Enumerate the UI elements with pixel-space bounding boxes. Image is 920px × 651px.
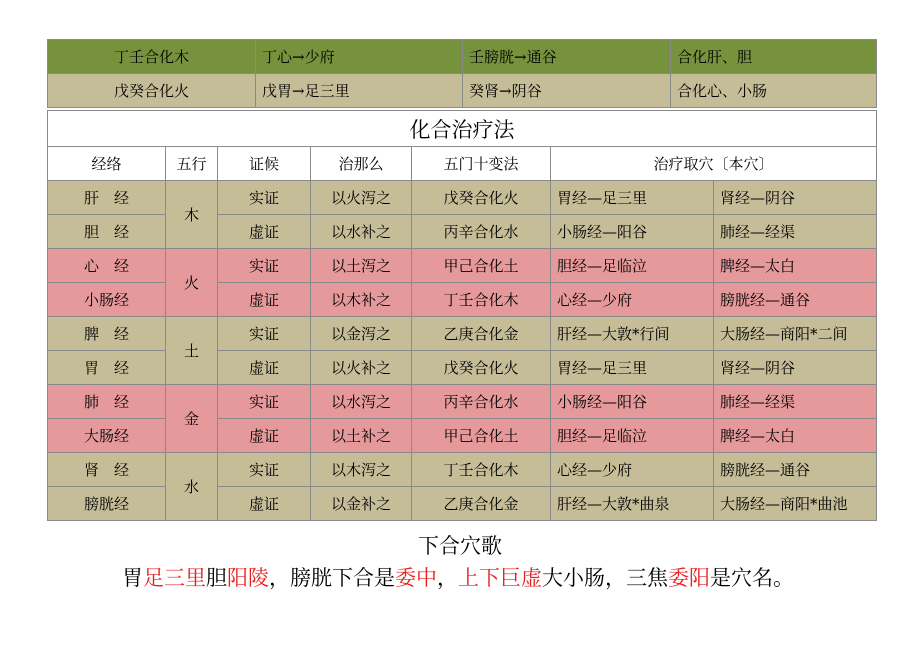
- five-gates-cell: 戊癸合化火: [412, 351, 551, 385]
- channel-cell: 小肠经: [48, 283, 166, 317]
- five-gates-cell: 乙庚合化金: [412, 317, 551, 351]
- point-cell: 肾经—阴谷: [714, 351, 877, 385]
- pattern-cell: 实证: [218, 249, 311, 283]
- point-cell: 肺经—经渠: [714, 385, 877, 419]
- header-channel: 经络: [48, 147, 166, 181]
- pattern-cell: 实证: [218, 385, 311, 419]
- point-cell: 肝经—大敦*行间: [551, 317, 714, 351]
- five-gates-cell: 乙庚合化金: [412, 487, 551, 521]
- summary-cell: 戊癸合化火: [48, 74, 256, 108]
- method-cell: 以金补之: [311, 487, 412, 521]
- point-cell: 心经—少府: [551, 453, 714, 487]
- verse-text: ，: [437, 566, 458, 590]
- point-cell: 胆经—足临泣: [551, 249, 714, 283]
- channel-cell: 肾 经: [48, 453, 166, 487]
- header-pattern: 证候: [218, 147, 311, 181]
- header-row: [48, 147, 877, 181]
- table-row: [48, 249, 877, 283]
- channel-cell: 胆 经: [48, 215, 166, 249]
- point-cell: 胃经—足三里: [551, 351, 714, 385]
- pattern-cell: 虚证: [218, 283, 311, 317]
- header-five-gates: 五门十变法: [412, 147, 551, 181]
- verse-text: 大小肠，三焦: [542, 566, 668, 590]
- element-cell: 水: [166, 453, 218, 521]
- point-cell: 脾经—太白: [714, 419, 877, 453]
- verse-text: 是穴名。: [710, 566, 794, 590]
- table-row: [48, 453, 877, 487]
- point-cell: 脾经—太白: [714, 249, 877, 283]
- point-cell: 胃经—足三里: [551, 181, 714, 215]
- song-verse: [122, 562, 794, 592]
- point-cell: 膀胱经—通谷: [714, 453, 877, 487]
- five-gates-cell: 甲己合化土: [412, 249, 551, 283]
- five-gates-cell: 甲己合化土: [412, 419, 551, 453]
- summary-cell: 丁壬合化木: [48, 40, 256, 74]
- summary-cell: 合化心、小肠: [671, 74, 877, 108]
- table-title: 化合治疗法: [48, 111, 877, 147]
- point-cell: 肝经—大敦*曲泉: [551, 487, 714, 521]
- point-cell: 大肠经—商阳*二间: [714, 317, 877, 351]
- table-row: [48, 181, 877, 215]
- method-cell: 以木补之: [311, 283, 412, 317]
- method-cell: 以火泻之: [311, 181, 412, 215]
- point-cell: 肺经—经渠: [714, 215, 877, 249]
- summary-cell: 合化肝、胆: [671, 40, 877, 74]
- method-cell: 以火补之: [311, 351, 412, 385]
- header-method: 治那么: [311, 147, 412, 181]
- summary-row: [48, 74, 877, 108]
- five-gates-cell: 丙辛合化水: [412, 385, 551, 419]
- summary-cell: 丁心→少府: [256, 40, 463, 74]
- point-cell: 小肠经—阳谷: [551, 215, 714, 249]
- acupoint-name: 足三里: [143, 566, 206, 590]
- acupoint-name: 委中: [395, 566, 437, 590]
- point-cell: 心经—少府: [551, 283, 714, 317]
- point-cell: 肾经—阴谷: [714, 181, 877, 215]
- summary-cell: 戊胃→足三里: [256, 74, 463, 108]
- verse-text: ，膀胱下合是: [269, 566, 395, 590]
- point-cell: 胆经—足临泣: [551, 419, 714, 453]
- channel-cell: 脾 经: [48, 317, 166, 351]
- acupoint-name: 上下巨虚: [458, 566, 542, 590]
- method-cell: 以水补之: [311, 215, 412, 249]
- pattern-cell: 虚证: [218, 215, 311, 249]
- channel-cell: 肺 经: [48, 385, 166, 419]
- pattern-cell: 虚证: [218, 487, 311, 521]
- pattern-cell: 实证: [218, 453, 311, 487]
- element-cell: 木: [166, 181, 218, 249]
- treatment-table: [47, 110, 877, 521]
- point-cell: 小肠经—阳谷: [551, 385, 714, 419]
- channel-cell: 胃 经: [48, 351, 166, 385]
- acupoint-name: 委阳: [668, 566, 710, 590]
- channel-cell: 心 经: [48, 249, 166, 283]
- table-row: [48, 385, 877, 419]
- method-cell: 以土泻之: [311, 249, 412, 283]
- verse-text: 胆: [206, 566, 227, 590]
- table-row: [48, 317, 877, 351]
- element-cell: 火: [166, 249, 218, 317]
- method-cell: 以木泻之: [311, 453, 412, 487]
- channel-cell: 肝 经: [48, 181, 166, 215]
- acupoint-name: 阳陵: [227, 566, 269, 590]
- five-gates-cell: 戊癸合化火: [412, 181, 551, 215]
- point-cell: 大肠经—商阳*曲池: [714, 487, 877, 521]
- song-title: 下合穴歌: [418, 534, 502, 558]
- pattern-cell: 实证: [218, 181, 311, 215]
- point-cell: 膀胱经—通谷: [714, 283, 877, 317]
- method-cell: 以水泻之: [311, 385, 412, 419]
- pattern-cell: 虚证: [218, 351, 311, 385]
- summary-cell: 癸肾→阴谷: [463, 74, 671, 108]
- five-gates-cell: 丁壬合化木: [412, 453, 551, 487]
- verse-text: 胃: [122, 566, 143, 590]
- summary-row: [48, 40, 877, 74]
- header-element: 五行: [166, 147, 218, 181]
- channel-cell: 膀胱经: [48, 487, 166, 521]
- channel-cell: 大肠经: [48, 419, 166, 453]
- method-cell: 以土补之: [311, 419, 412, 453]
- five-gates-cell: 丙辛合化水: [412, 215, 551, 249]
- five-gates-cell: 丁壬合化木: [412, 283, 551, 317]
- summary-cell: 壬膀胱→通谷: [463, 40, 671, 74]
- pattern-cell: 虚证: [218, 419, 311, 453]
- header-points: 治疗取穴〔本穴〕: [551, 147, 877, 181]
- table-title-row: [48, 111, 877, 147]
- combination-summary-table: [47, 39, 877, 108]
- element-cell: 金: [166, 385, 218, 453]
- method-cell: 以金泻之: [311, 317, 412, 351]
- pattern-cell: 实证: [218, 317, 311, 351]
- element-cell: 土: [166, 317, 218, 385]
